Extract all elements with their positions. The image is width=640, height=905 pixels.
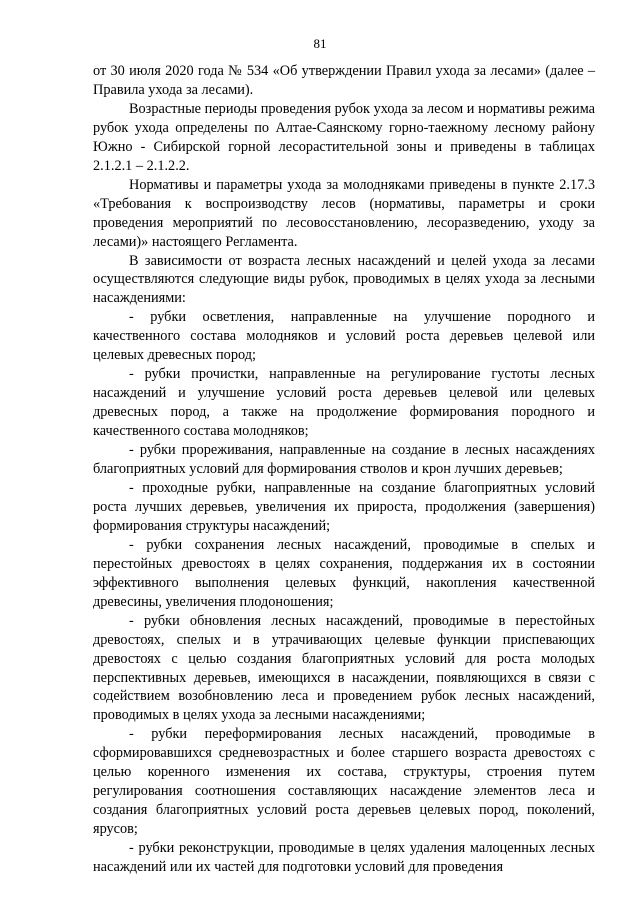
list-item-clearing-cuts: - рубки осветления, направленные на улучшение породного и качественного состава молодняков и условий роста деревьев целевой или целевых древесных пород; bbox=[93, 309, 595, 364]
paragraph-continuation: от 30 июля 2020 года № 534 «Об утверждении Правил ухода за лесами» (далее – Правила ухода за лесами). bbox=[93, 63, 595, 98]
list-item-conservation-cuts: - рубки сохранения лесных насаждений, проводимые в спелых и перестойных древостоях в целях сохранения, поддержания их в состоянии эффективного выполнения целевых функций, накопления качественной древесины, увеличения плодоношения; bbox=[93, 536, 595, 610]
paragraph-felling-types-intro: В зависимости от возраста лесных насаждений и целей ухода за лесами осуществляются следующие виды рубок, проводимых в целях ухода за лесными насаждениями: bbox=[93, 252, 595, 307]
list-item-renewal-cuts: - рубки обновления лесных насаждений, проводимые в перестойных древостоях, спелых и в утрачивающих целевые функции приспевающих древостоях с целью создания благоприятных условий для роста молодых перспективных деревьев, имеющихся в насаждении, появляющихся в связи с содействием возобновлению леса и проведением рубок лесных насаждений, проводимых в целях ухода за лесными насаждениями; bbox=[93, 612, 595, 724]
list-item-cleaning-cuts: - рубки прочистки, направленные на регулирование густоты лесных насаждений и улучшение условий роста деревьев целевой или целевых древесных пород, а также на продолжение формирования породного и качественного состава молодняков; bbox=[93, 366, 595, 440]
page-number: 81 bbox=[313, 36, 327, 51]
list-item-passage-cuts: - проходные рубки, направленные на создание благоприятных условий роста лучших деревьев, увеличения их прироста, продолжения (завершения) формирования структуры насаждений; bbox=[93, 479, 595, 534]
paragraph-age-periods: Возрастные периоды проведения рубок ухода за лесом и нормативы режима рубок ухода определены по Алтае-Саянскому горно-таежному лесному району Южно - Сибирской горной лесорастительной зоны и приведены в таблицах 2.1.2.1 – 2.1.2.2. bbox=[93, 100, 595, 174]
list-item-reconstruction-cuts: - рубки реконструкции, проводимые в целях удаления малоценных лесных насаждений или их частей для подготовки условий для проведения bbox=[93, 840, 595, 876]
list-item-thinning-cuts: - рубки прореживания, направленные на создание в лесных насаждениях благоприятных условий для формирования стволов и крон лучших деревьев; bbox=[93, 442, 595, 478]
document-body bbox=[93, 62, 595, 877]
list-item-reformation-cuts: - рубки переформирования лесных насаждений, проводимые в сформировавшихся средневозрастных и более старшего возраста древостоях с целью коренного изменения их состава, структуры, строения путем регулирования соотношения составляющих насаждение элементов леса и создания благоприятных условий роста деревьев целевых пород, поколений, ярусов; bbox=[93, 726, 595, 838]
paragraph-young-stand-norms: Нормативы и параметры ухода за молодняками приведены в пункте 2.17.3 «Требования к воспроизводству лесов (нормативы, параметры и сроки проведения мероприятий по лесовосстановлению, лесоразведению, уходу за лесами)» настоящего Регламента. bbox=[93, 176, 595, 250]
